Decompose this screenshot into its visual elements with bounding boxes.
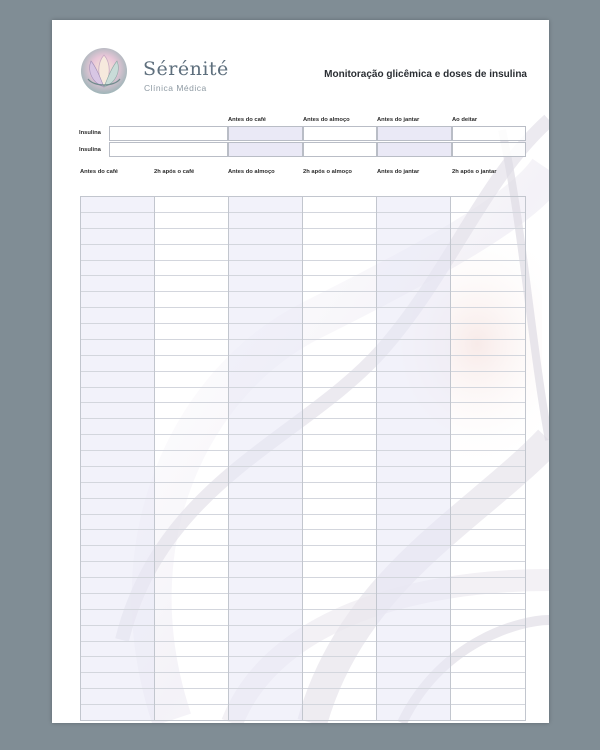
glucose-entry-cell[interactable] bbox=[451, 705, 525, 720]
glucose-entry-cell[interactable] bbox=[155, 340, 228, 356]
log-header-after-breakfast: 2h após o café bbox=[154, 169, 195, 175]
glucose-entry-cell[interactable] bbox=[81, 356, 154, 372]
glucose-entry-cell[interactable] bbox=[451, 483, 525, 499]
glucose-entry-cell[interactable] bbox=[303, 626, 376, 642]
glucose-entry-cell[interactable] bbox=[377, 340, 450, 356]
glucose-entry-cell[interactable] bbox=[303, 403, 376, 419]
glucose-entry-cell[interactable] bbox=[81, 276, 154, 292]
glucose-entry-cell[interactable] bbox=[155, 403, 228, 419]
glucose-entry-cell[interactable] bbox=[451, 308, 525, 324]
log-header-before-lunch: Antes do almoço bbox=[228, 169, 275, 175]
glucose-entry-cell[interactable] bbox=[81, 594, 154, 610]
log-header-after-dinner: 2h após o jantar bbox=[452, 169, 497, 175]
glucose-entry-cell[interactable] bbox=[451, 451, 525, 467]
glucose-entry-cell[interactable] bbox=[451, 213, 525, 229]
insulin-header-bedtime: Ao deitar bbox=[452, 117, 478, 123]
glucose-entry-cell[interactable] bbox=[377, 435, 450, 451]
glucose-entry-cell[interactable] bbox=[451, 388, 525, 404]
glucose-entry-cell[interactable] bbox=[229, 435, 302, 451]
glucose-entry-cell[interactable] bbox=[451, 276, 525, 292]
glucose-entry-cell[interactable] bbox=[155, 499, 228, 515]
glucose-entry-cell[interactable] bbox=[303, 530, 376, 546]
glucose-entry-cell[interactable] bbox=[155, 705, 228, 720]
glucose-entry-cell[interactable] bbox=[155, 467, 228, 483]
glucose-entry-cell[interactable] bbox=[229, 530, 302, 546]
insulin-header-before-lunch: Antes do almoço bbox=[303, 117, 350, 123]
glucose-entry-cell[interactable] bbox=[155, 308, 228, 324]
log-column-before-lunch bbox=[229, 197, 303, 720]
glucose-entry-cell[interactable] bbox=[155, 578, 228, 594]
glucose-entry-cell[interactable] bbox=[81, 197, 154, 213]
insulin-dose-field[interactable] bbox=[228, 142, 303, 157]
glucose-entry-cell[interactable] bbox=[303, 197, 376, 213]
insulin-dose-field[interactable] bbox=[377, 142, 452, 157]
glucose-log-grid bbox=[80, 196, 526, 721]
glucose-entry-cell[interactable] bbox=[451, 515, 525, 531]
glucose-entry-cell[interactable] bbox=[377, 229, 450, 245]
glucose-entry-cell[interactable] bbox=[377, 626, 450, 642]
glucose-entry-cell[interactable] bbox=[377, 689, 450, 705]
glucose-entry-cell[interactable] bbox=[155, 642, 228, 658]
glucose-entry-cell[interactable] bbox=[303, 245, 376, 261]
insulin-dose-field[interactable] bbox=[377, 126, 452, 141]
glucose-entry-cell[interactable] bbox=[377, 245, 450, 261]
glucose-entry-cell[interactable] bbox=[377, 594, 450, 610]
glucose-entry-cell[interactable] bbox=[377, 642, 450, 658]
glucose-entry-cell[interactable] bbox=[229, 657, 302, 673]
glucose-entry-cell[interactable] bbox=[451, 594, 525, 610]
glucose-entry-cell[interactable] bbox=[377, 388, 450, 404]
glucose-entry-cell[interactable] bbox=[451, 340, 525, 356]
glucose-entry-cell[interactable] bbox=[451, 499, 525, 515]
glucose-entry-cell[interactable] bbox=[81, 435, 154, 451]
glucose-entry-cell[interactable] bbox=[303, 546, 376, 562]
glucose-entry-cell[interactable] bbox=[81, 324, 154, 340]
glucose-entry-cell[interactable] bbox=[229, 245, 302, 261]
glucose-entry-cell[interactable] bbox=[229, 292, 302, 308]
glucose-entry-cell[interactable] bbox=[81, 388, 154, 404]
glucose-entry-cell[interactable] bbox=[377, 197, 450, 213]
glucose-entry-cell[interactable] bbox=[451, 372, 525, 388]
glucose-entry-cell[interactable] bbox=[155, 451, 228, 467]
glucose-entry-cell[interactable] bbox=[377, 562, 450, 578]
glucose-entry-cell[interactable] bbox=[377, 705, 450, 720]
glucose-entry-cell[interactable] bbox=[81, 689, 154, 705]
glucose-entry-cell[interactable] bbox=[303, 467, 376, 483]
glucose-entry-cell[interactable] bbox=[229, 403, 302, 419]
glucose-entry-cell[interactable] bbox=[303, 340, 376, 356]
glucose-entry-cell[interactable] bbox=[451, 657, 525, 673]
glucose-entry-cell[interactable] bbox=[451, 689, 525, 705]
glucose-entry-cell[interactable] bbox=[155, 515, 228, 531]
glucose-entry-cell[interactable] bbox=[81, 245, 154, 261]
glucose-entry-cell[interactable] bbox=[303, 356, 376, 372]
glucose-entry-cell[interactable] bbox=[303, 705, 376, 720]
glucose-entry-cell[interactable] bbox=[229, 324, 302, 340]
glucose-entry-cell[interactable] bbox=[303, 515, 376, 531]
log-column-after-breakfast bbox=[155, 197, 229, 720]
glucose-entry-cell[interactable] bbox=[303, 324, 376, 340]
glucose-entry-cell[interactable] bbox=[155, 388, 228, 404]
glucose-entry-cell[interactable] bbox=[229, 499, 302, 515]
glucose-entry-cell[interactable] bbox=[81, 578, 154, 594]
glucose-entry-cell[interactable] bbox=[303, 673, 376, 689]
glucose-entry-cell[interactable] bbox=[451, 642, 525, 658]
glucose-entry-cell[interactable] bbox=[229, 562, 302, 578]
glucose-entry-cell[interactable] bbox=[303, 689, 376, 705]
glucose-entry-cell[interactable] bbox=[377, 261, 450, 277]
log-header-after-lunch: 2h após o almoço bbox=[303, 169, 352, 175]
glucose-entry-cell[interactable] bbox=[155, 562, 228, 578]
glucose-entry-cell[interactable] bbox=[451, 626, 525, 642]
glucose-entry-cell[interactable] bbox=[377, 372, 450, 388]
glucose-entry-cell[interactable] bbox=[155, 530, 228, 546]
glucose-entry-cell[interactable] bbox=[81, 626, 154, 642]
insulin-dose-field[interactable] bbox=[303, 126, 377, 141]
glucose-entry-cell[interactable] bbox=[451, 324, 525, 340]
glucose-entry-cell[interactable] bbox=[451, 530, 525, 546]
insulin-dose-field[interactable] bbox=[303, 142, 377, 157]
glucose-entry-cell[interactable] bbox=[81, 530, 154, 546]
glucose-entry-cell[interactable] bbox=[81, 292, 154, 308]
glucose-entry-cell[interactable] bbox=[155, 610, 228, 626]
glucose-entry-cell[interactable] bbox=[155, 657, 228, 673]
glucose-entry-cell[interactable] bbox=[229, 229, 302, 245]
log-column-before-dinner bbox=[377, 197, 451, 720]
insulin-dose-field[interactable] bbox=[452, 126, 526, 141]
glucose-entry-cell[interactable] bbox=[451, 419, 525, 435]
glucose-entry-cell[interactable] bbox=[303, 388, 376, 404]
glucose-entry-cell[interactable] bbox=[229, 594, 302, 610]
glucose-entry-cell[interactable] bbox=[377, 356, 450, 372]
glucose-entry-cell[interactable] bbox=[303, 308, 376, 324]
glucose-entry-cell[interactable] bbox=[451, 229, 525, 245]
glucose-entry-cell[interactable] bbox=[81, 213, 154, 229]
glucose-entry-cell[interactable] bbox=[229, 467, 302, 483]
insulin-row-label: Insulina bbox=[79, 130, 101, 136]
glucose-entry-cell[interactable] bbox=[229, 578, 302, 594]
glucose-entry-cell[interactable] bbox=[155, 276, 228, 292]
glucose-entry-cell[interactable] bbox=[229, 340, 302, 356]
glucose-entry-cell[interactable] bbox=[81, 467, 154, 483]
glucose-entry-cell[interactable] bbox=[81, 483, 154, 499]
glucose-entry-cell[interactable] bbox=[303, 578, 376, 594]
glucose-entry-cell[interactable] bbox=[377, 324, 450, 340]
glucose-entry-cell[interactable] bbox=[155, 213, 228, 229]
log-column-after-dinner bbox=[451, 197, 525, 720]
glucose-entry-cell[interactable] bbox=[155, 324, 228, 340]
brand-subtitle: Clínica Médica bbox=[144, 83, 207, 93]
glucose-entry-cell[interactable] bbox=[155, 261, 228, 277]
glucose-entry-cell[interactable] bbox=[229, 197, 302, 213]
glucose-entry-cell[interactable] bbox=[303, 419, 376, 435]
glucose-entry-cell[interactable] bbox=[81, 515, 154, 531]
glucose-entry-cell[interactable] bbox=[155, 483, 228, 499]
glucose-entry-cell[interactable] bbox=[155, 626, 228, 642]
glucose-entry-cell[interactable] bbox=[377, 308, 450, 324]
glucose-entry-cell[interactable] bbox=[81, 308, 154, 324]
glucose-entry-cell[interactable] bbox=[81, 562, 154, 578]
glucose-entry-cell[interactable] bbox=[303, 435, 376, 451]
glucose-entry-cell[interactable] bbox=[377, 451, 450, 467]
glucose-entry-cell[interactable] bbox=[155, 435, 228, 451]
glucose-entry-cell[interactable] bbox=[229, 356, 302, 372]
glucose-entry-cell[interactable] bbox=[81, 403, 154, 419]
glucose-entry-cell[interactable] bbox=[155, 356, 228, 372]
glucose-entry-cell[interactable] bbox=[155, 292, 228, 308]
glucose-entry-cell[interactable] bbox=[451, 435, 525, 451]
page-title: Monitoração glicêmica e doses de insulina bbox=[324, 69, 527, 80]
glucose-entry-cell[interactable] bbox=[155, 245, 228, 261]
glucose-entry-cell[interactable] bbox=[81, 673, 154, 689]
glucose-entry-cell[interactable] bbox=[377, 403, 450, 419]
glucose-entry-cell[interactable] bbox=[155, 594, 228, 610]
glucose-entry-cell[interactable] bbox=[451, 673, 525, 689]
glucose-entry-cell[interactable] bbox=[303, 499, 376, 515]
glucose-entry-cell[interactable] bbox=[451, 467, 525, 483]
log-header-before-dinner: Antes do jantar bbox=[377, 169, 420, 175]
glucose-entry-cell[interactable] bbox=[229, 276, 302, 292]
glucose-entry-cell[interactable] bbox=[155, 197, 228, 213]
glucose-entry-cell[interactable] bbox=[303, 594, 376, 610]
glucose-entry-cell[interactable] bbox=[229, 419, 302, 435]
glucose-entry-cell[interactable] bbox=[229, 546, 302, 562]
log-column-before-breakfast bbox=[81, 197, 155, 720]
glucose-entry-cell[interactable] bbox=[81, 340, 154, 356]
glucose-entry-cell[interactable] bbox=[81, 372, 154, 388]
glucose-entry-cell[interactable] bbox=[81, 705, 154, 720]
glucose-entry-cell[interactable] bbox=[155, 689, 228, 705]
glucose-entry-cell[interactable] bbox=[229, 515, 302, 531]
glucose-entry-cell[interactable] bbox=[229, 308, 302, 324]
glucose-entry-cell[interactable] bbox=[377, 483, 450, 499]
insulin-header-before-breakfast: Antes do café bbox=[228, 117, 267, 123]
glucose-entry-cell[interactable] bbox=[303, 451, 376, 467]
glucose-entry-cell[interactable] bbox=[303, 562, 376, 578]
glucose-entry-cell[interactable] bbox=[81, 657, 154, 673]
glucose-entry-cell[interactable] bbox=[451, 356, 525, 372]
glucose-entry-cell[interactable] bbox=[229, 673, 302, 689]
glucose-entry-cell[interactable] bbox=[81, 642, 154, 658]
glucose-entry-cell[interactable] bbox=[81, 261, 154, 277]
glucose-entry-cell[interactable] bbox=[303, 229, 376, 245]
glucose-entry-cell[interactable] bbox=[303, 642, 376, 658]
glucose-entry-cell[interactable] bbox=[451, 403, 525, 419]
lotus-logo-icon bbox=[80, 47, 128, 95]
glucose-entry-cell[interactable] bbox=[451, 261, 525, 277]
glucose-entry-cell[interactable] bbox=[303, 276, 376, 292]
glucose-entry-cell[interactable] bbox=[377, 467, 450, 483]
glucose-entry-cell[interactable] bbox=[229, 261, 302, 277]
glucose-entry-cell[interactable] bbox=[229, 372, 302, 388]
insulin-dose-field[interactable] bbox=[452, 142, 526, 157]
glucose-entry-cell[interactable] bbox=[81, 499, 154, 515]
form-sheet bbox=[52, 20, 549, 723]
glucose-entry-cell[interactable] bbox=[377, 419, 450, 435]
glucose-entry-cell[interactable] bbox=[303, 261, 376, 277]
glucose-entry-cell[interactable] bbox=[303, 657, 376, 673]
glucose-entry-cell[interactable] bbox=[377, 515, 450, 531]
glucose-entry-cell[interactable] bbox=[377, 657, 450, 673]
glucose-entry-cell[interactable] bbox=[229, 451, 302, 467]
glucose-entry-cell[interactable] bbox=[229, 483, 302, 499]
glucose-entry-cell[interactable] bbox=[229, 388, 302, 404]
glucose-entry-cell[interactable] bbox=[81, 546, 154, 562]
insulin-row-label: Insulina bbox=[79, 147, 101, 153]
glucose-entry-cell[interactable] bbox=[81, 419, 154, 435]
glucose-entry-cell[interactable] bbox=[377, 578, 450, 594]
glucose-entry-cell[interactable] bbox=[303, 610, 376, 626]
glucose-entry-cell[interactable] bbox=[155, 546, 228, 562]
insulin-dose-field[interactable] bbox=[228, 126, 303, 141]
log-column-after-lunch bbox=[303, 197, 377, 720]
brand-name: Sérénité bbox=[143, 58, 229, 80]
glucose-entry-cell[interactable] bbox=[451, 562, 525, 578]
glucose-entry-cell[interactable] bbox=[229, 705, 302, 720]
glucose-entry-cell[interactable] bbox=[451, 292, 525, 308]
glucose-entry-cell[interactable] bbox=[377, 673, 450, 689]
glucose-entry-cell[interactable] bbox=[377, 610, 450, 626]
glucose-entry-cell[interactable] bbox=[377, 292, 450, 308]
glucose-entry-cell[interactable] bbox=[377, 276, 450, 292]
glucose-entry-cell[interactable] bbox=[81, 229, 154, 245]
glucose-entry-cell[interactable] bbox=[451, 578, 525, 594]
insulin-name-field[interactable] bbox=[109, 142, 228, 157]
glucose-entry-cell[interactable] bbox=[451, 546, 525, 562]
insulin-name-field[interactable] bbox=[109, 126, 228, 141]
glucose-entry-cell[interactable] bbox=[303, 372, 376, 388]
glucose-entry-cell[interactable] bbox=[377, 213, 450, 229]
glucose-entry-cell[interactable] bbox=[377, 499, 450, 515]
glucose-entry-cell[interactable] bbox=[229, 610, 302, 626]
glucose-entry-cell[interactable] bbox=[451, 245, 525, 261]
glucose-entry-cell[interactable] bbox=[451, 197, 525, 213]
glucose-entry-cell[interactable] bbox=[229, 626, 302, 642]
glucose-entry-cell[interactable] bbox=[229, 213, 302, 229]
glucose-entry-cell[interactable] bbox=[229, 642, 302, 658]
glucose-entry-cell[interactable] bbox=[155, 673, 228, 689]
glucose-entry-cell[interactable] bbox=[303, 213, 376, 229]
glucose-entry-cell[interactable] bbox=[377, 546, 450, 562]
glucose-entry-cell[interactable] bbox=[229, 689, 302, 705]
glucose-entry-cell[interactable] bbox=[155, 419, 228, 435]
insulin-header-before-dinner: Antes do jantar bbox=[377, 117, 420, 123]
glucose-entry-cell[interactable] bbox=[451, 610, 525, 626]
glucose-entry-cell[interactable] bbox=[81, 451, 154, 467]
glucose-entry-cell[interactable] bbox=[155, 372, 228, 388]
glucose-entry-cell[interactable] bbox=[155, 229, 228, 245]
glucose-entry-cell[interactable] bbox=[303, 483, 376, 499]
glucose-entry-cell[interactable] bbox=[303, 292, 376, 308]
glucose-entry-cell[interactable] bbox=[81, 610, 154, 626]
log-header-before-breakfast: Antes do café bbox=[80, 169, 119, 175]
glucose-entry-cell[interactable] bbox=[377, 530, 450, 546]
